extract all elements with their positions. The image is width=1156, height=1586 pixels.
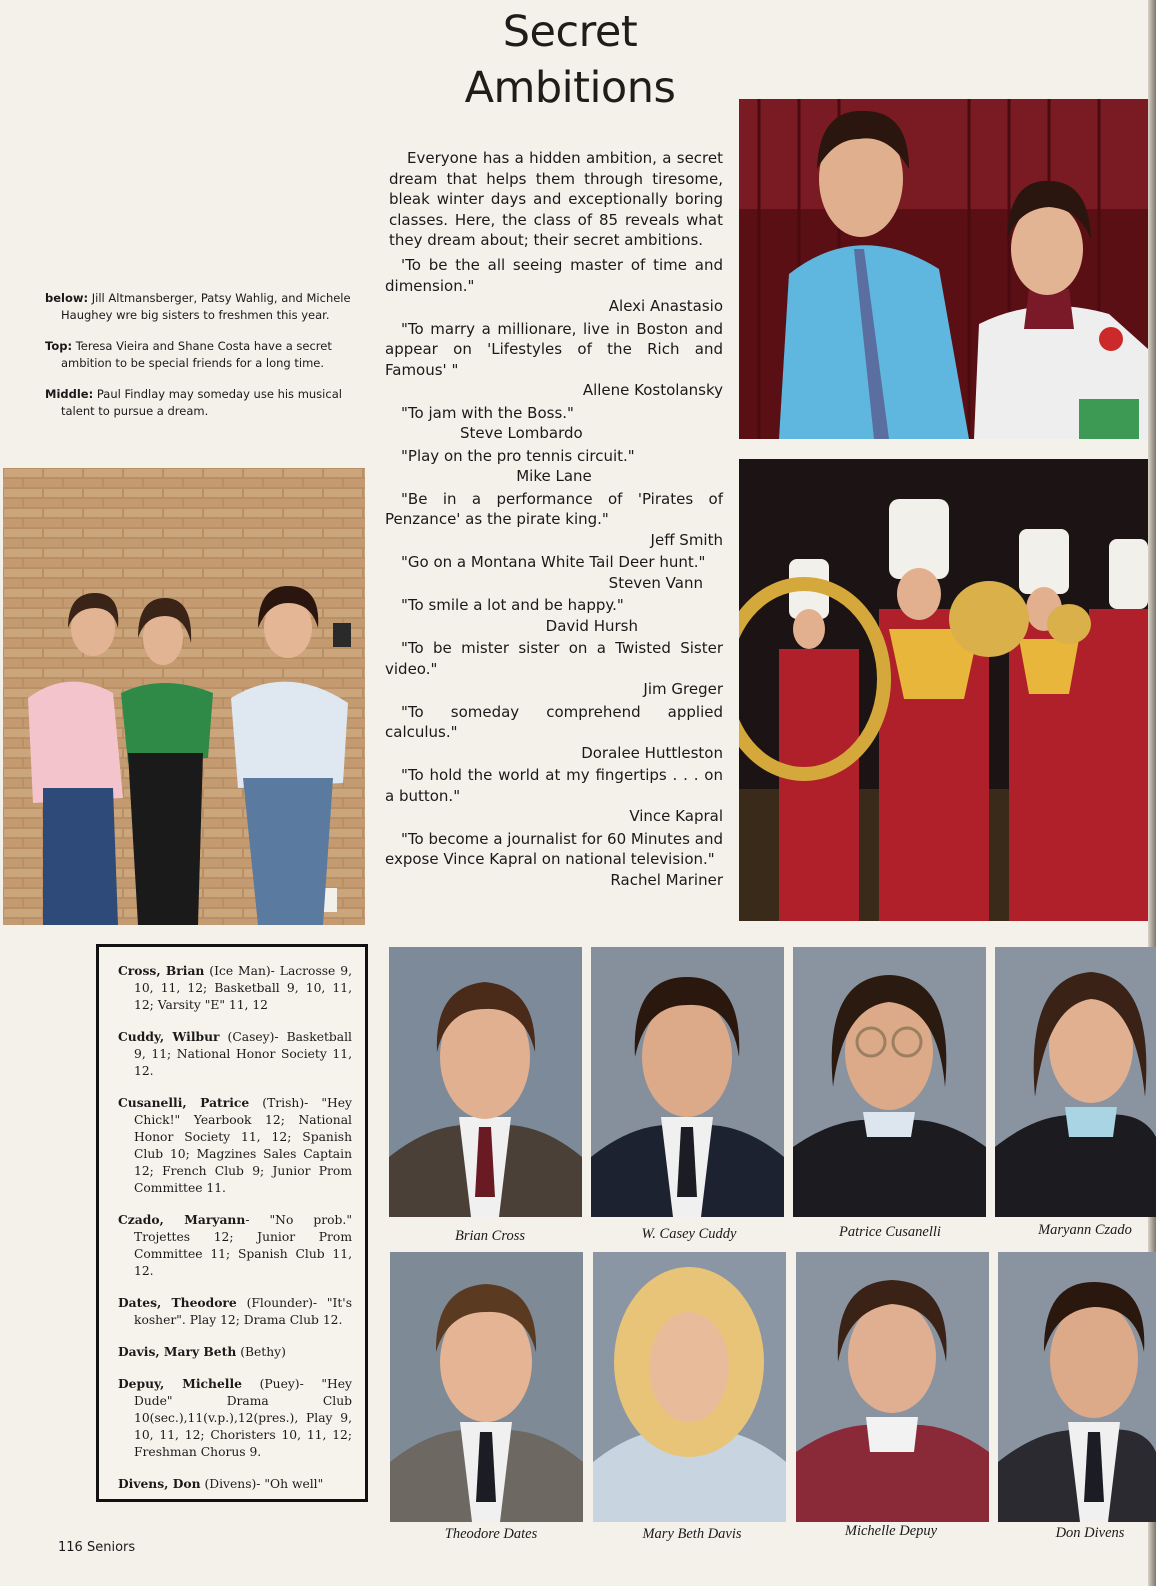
page-title (420, 4, 720, 116)
caption-text: Jill Altmansberger, Patsy Wahlig, and Michele Haughey wre big sisters to freshmen this year. (61, 291, 351, 322)
quote-author: David Hursh (545, 616, 638, 635)
bio-entry (118, 1475, 352, 1493)
quote-author: Steve Lombardo (460, 424, 583, 442)
couple-photo (739, 99, 1148, 439)
bio-entry (118, 1343, 352, 1361)
portrait-photo (998, 1252, 1156, 1522)
quote-text: "To be mister sister on a Twisted Sister video." (385, 639, 723, 678)
portrait-photo (593, 1252, 786, 1522)
quote-text: "Play on the pro tennis circuit." (401, 446, 635, 465)
bio-name: Davis, Mary Beth (118, 1344, 237, 1359)
portrait-photo (390, 1252, 583, 1522)
big-sisters-photo (3, 468, 365, 925)
portrait-photo (995, 947, 1156, 1217)
bio-entry (118, 1028, 352, 1080)
title-line-1: Secret (502, 7, 638, 57)
quote-author: Steven Vann (608, 573, 703, 592)
bio-text: (Bethy) (240, 1345, 286, 1359)
bio-name: Divens, Don (118, 1476, 201, 1491)
bio-entry (118, 962, 352, 1014)
quote-text: "Go on a Montana White Tail Deer hunt." (401, 553, 706, 571)
portrait-photo (793, 947, 986, 1217)
quote-author: Rachel Mariner (610, 870, 723, 889)
portrait-photo (796, 1252, 989, 1522)
caption-label: Middle: (45, 387, 94, 401)
bio-entry (118, 1294, 352, 1329)
portrait-name: Don Divens (1055, 1525, 1125, 1541)
bio-text: (Casey)- Basketball 9, 11; National Honor Society 11, 12. (134, 1030, 352, 1078)
bio-name: Cross, Brian (118, 963, 205, 978)
portrait-photo (591, 947, 784, 1217)
bio-text: (Divens)- "Oh well" (204, 1477, 324, 1491)
portrait-name: W. Casey Cuddy (641, 1226, 737, 1242)
bio-entry (118, 1375, 352, 1461)
senior-bio-list (118, 962, 352, 1507)
caption-text: Paul Findlay may someday use his musical talent to pursue a dream. (61, 387, 342, 418)
portrait-name: Michelle Depuy (844, 1523, 938, 1539)
bio-name: Dates, Theodore (118, 1295, 237, 1310)
quote-text: "To smile a lot and be happy." (401, 596, 624, 614)
marching-band-photo (739, 459, 1148, 921)
quote-author: Doralee Huttleston (581, 743, 723, 762)
bio-name: Cuddy, Wilbur (118, 1029, 220, 1044)
caption (45, 290, 357, 324)
bio-text: (Puey)- "Hey Dude" Drama Club 10(sec.),11(v.p.),12(pres.), Play 9, 10, 11, 12; Choristers 10, 11, 12; Freshman Chorus 9. (134, 1377, 352, 1459)
bio-text: - "No prob." Trojettes 12; Junior Prom Committee 11; Spanish Club 11, 12. (134, 1213, 352, 1278)
photo-captions (45, 290, 357, 434)
quote-author: Vince Kapral (629, 807, 723, 825)
quote-text: 'To be the all seeing master of time and dimension." (385, 256, 723, 295)
caption (45, 338, 357, 372)
section-name: Seniors (86, 1540, 136, 1555)
page-footer (58, 1540, 135, 1555)
page-number: 116 (58, 1540, 83, 1555)
quote-text: "Be in a performance of 'Pirates of Penzance' as the pirate king." (385, 489, 723, 528)
caption-label: below: (45, 291, 89, 305)
quote-text: "To become a journalist for 60 Minutes and expose Vince Kapral on national television." (385, 829, 723, 868)
caption-text: Teresa Vieira and Shane Costa have a secret ambition to be special friends for a long time. (61, 339, 332, 370)
bio-entry (118, 1211, 352, 1280)
bio-text: (Flounder)- "It's kosher". Play 12; Drama Club 12. (134, 1296, 352, 1327)
portrait-name: Maryann Czado (1038, 1222, 1132, 1238)
bio-name: Depuy, Michelle (118, 1376, 242, 1391)
quote-author: Allene Kostolansky (582, 381, 723, 399)
quote-text: "To jam with the Boss." (401, 403, 574, 422)
bio-name: Cusanelli, Patrice (118, 1095, 250, 1110)
quote-text: "To someday comprehend applied calculus." (385, 702, 723, 741)
intro-paragraph: Everyone has a hidden ambition, a secret dream that helps them through tiresome, bleak winter days and exceptionally boring classes. Here, the class of 85 reveals what they dream about; their secret ambitions. (389, 149, 723, 249)
bio-text: (Ice Man)- Lacrosse 9, 10, 11, 12; Basketball 9, 10, 11, 12; Varsity "E" 11, 12 (134, 964, 352, 1012)
portrait-photo (389, 947, 582, 1217)
caption (45, 386, 357, 420)
caption-label: Top: (45, 339, 73, 353)
title-line-2: Ambitions (464, 63, 676, 113)
portrait-name: Mary Beth Davis (642, 1526, 742, 1542)
quote-author: Mike Lane (516, 467, 592, 485)
quote-author: Alexi Anastasio (608, 297, 723, 315)
portrait-name: Theodore Dates (444, 1526, 538, 1542)
portrait-name: Brian Cross (455, 1228, 525, 1244)
quote-text: "To marry a millionare, live in Boston and appear on 'Lifestyles of the Rich and Famous' " (385, 319, 723, 379)
quote-text: "To hold the world at my fingertips . . . on a button." (385, 766, 723, 805)
quote-author: Jim Greger (643, 680, 723, 698)
portrait-name: Patrice Cusanelli (839, 1224, 941, 1240)
bio-name: Czado, Maryann (118, 1212, 246, 1227)
quotes-column (385, 255, 723, 892)
bio-entry (118, 1094, 352, 1197)
quote-author: Jeff Smith (650, 530, 723, 549)
bio-text: (Trish)- "Hey Chick!" Yearbook 12; National Honor Society 11, 12; Spanish Club 10; Magzines Sales Captain 12; French Club 9; Junior Prom Committee 11. (134, 1096, 352, 1195)
